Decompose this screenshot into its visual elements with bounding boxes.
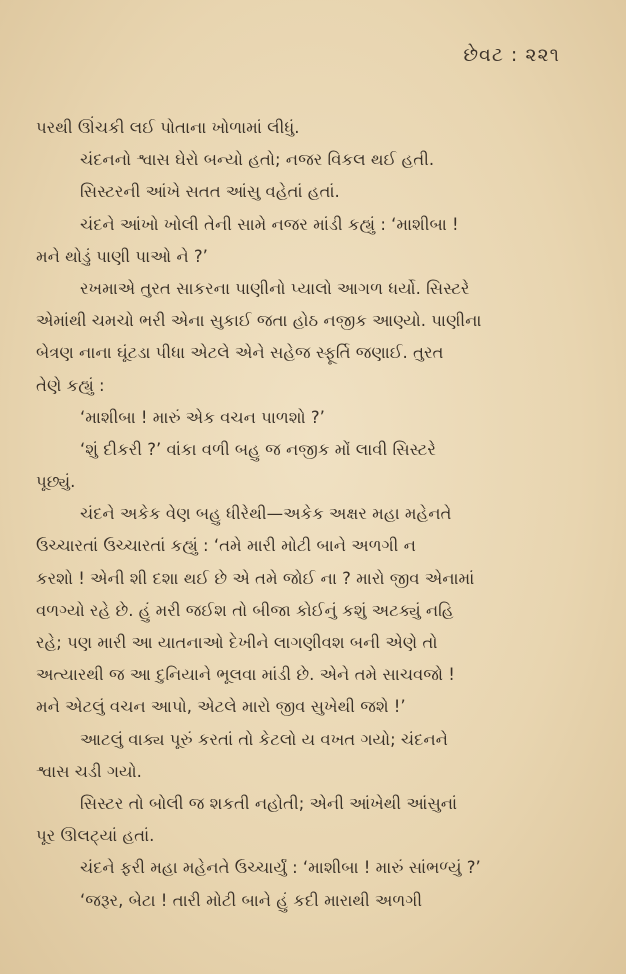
text-line: આટલું વાક્ય પૂરું કરતાં તો કેટલો ય વખત ગયો; ચંદનને: [80, 729, 448, 749]
text-line: રહે; પણ મારી આ યાતનાઓ દેખીને લાગણીવશ બની એણે તો: [36, 633, 438, 652]
text-line: અત્યારથી જ આ દુનિયાને ભૂલવા માંડી છે. એને તમે સાચવજો !: [36, 665, 455, 685]
text-line: કરશો ! એની શી દશા થઈ છે એ તમે જોઈ ના ? મારો જીવ એનામાં: [36, 568, 475, 588]
text-line: પૂછ્યું.: [36, 472, 76, 492]
text-line: વળગ્યો રહે છે. હું મરી જઈશ તો બીજા કોઈનું કશું અટક્યું નહિ: [36, 600, 454, 620]
text-line: સિસ્ટરની આંખે સતત આંસુ વહેતાં હતાં.: [80, 182, 340, 202]
text-line: રખમાએ તુરત સાકરના પાણીનો પ્યાલો આગળ ધર્યો. સિસ્ટરે: [80, 278, 470, 298]
running-header: છેવટ : ૨૨૧: [463, 44, 560, 66]
text-line: ચંદને અકેક વેણ બહુ ધીરેથી—અકેક અક્ષર મહા મહેનતે: [80, 504, 452, 524]
body-text: [36, 112, 572, 917]
text-line: ‘માશીબા ! મારું એક વચન પાળશો ?’: [80, 407, 325, 427]
text-line: શ્વાસ ચડી ગયો.: [36, 761, 142, 781]
text-line: એમાંથી ચમચો ભરી એના સુકાઈ જતા હોઠ નજીક આણ્યો. પાણીના: [36, 311, 482, 331]
text-line: પૂર ઊલટ્યાં હતાં.: [36, 826, 155, 846]
text-line: ‘જરૂર, બેટા ! તારી મોટી બાને હું કદી મારાથી અળગી: [80, 890, 423, 910]
text-line: ઉચ્ચારતાં ઉચ્ચારતાં કહ્યું : ‘તમે મારી મોટી બાને અળગી ન: [36, 536, 416, 556]
text-line: ચંદને ફરી મહા મહેનતે ઉચ્ચાર્યું : ‘માશીબા ! મારું સાંભળ્યું ?’: [80, 858, 481, 878]
text-line: તેણે કહ્યું :: [36, 375, 105, 395]
text-line: ‘શું દીકરી ?’ વાંકા વળી બહુ જ નજીક મોં લાવી સિસ્ટરે: [80, 439, 436, 459]
text-line: પરથી ઊંચકી લઈ પોતાના ખોળામાં લીધું.: [36, 118, 300, 137]
text-line: મને એટલું વચન આપો, એટલે મારો જીવ સુખેથી જશે !’: [36, 697, 406, 717]
text-line: સિસ્ટર તો બોલી જ શકતી નહોતી; એની આંખેથી આંસુનાં: [80, 793, 458, 813]
text-line: મને થોડું પાણી પાઓ ને ?’: [36, 246, 208, 266]
text-line: બેત્રણ નાના ઘૂંટડા પીધા એટલે એને સહેજ સ્ફૂર્તિ જણાઈ. તુરત: [36, 343, 444, 363]
text-line: ચંદનનો શ્વાસ ઘેરો બન્યો હતો; નજર વિકલ થઈ હતી.: [80, 150, 435, 170]
text-line: ચંદને આંખો ખોલી તેની સામે નજર માંડી કહ્યું : ‘માશીબા !: [80, 214, 459, 234]
